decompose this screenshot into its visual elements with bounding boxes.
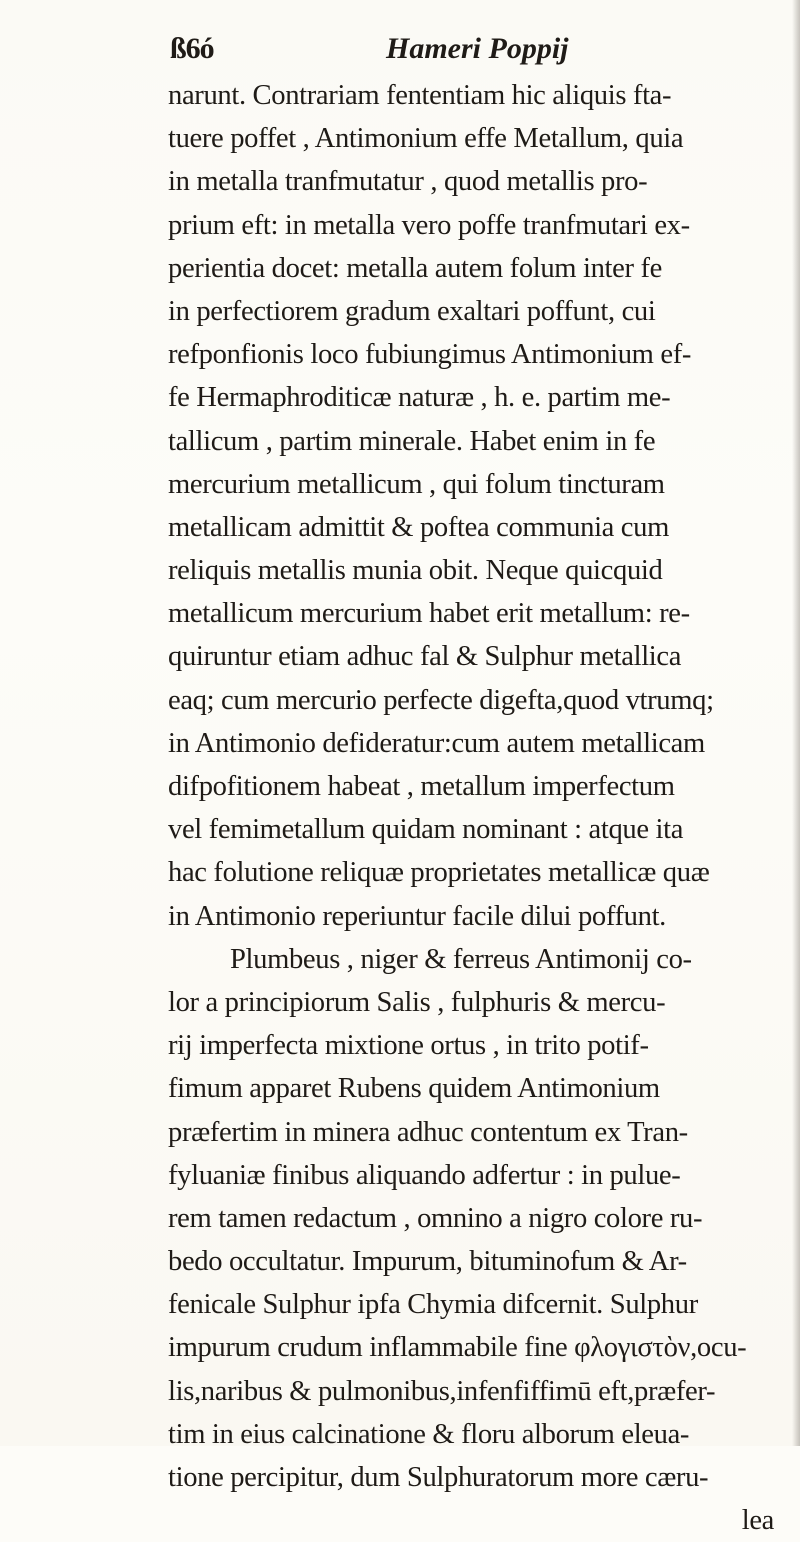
text-line: rem tamen redactum , omnino a nigro colore ru- bbox=[168, 1202, 703, 1234]
text-line: in Antimonio reperiuntur facile dilui poffunt. bbox=[168, 900, 666, 932]
text-line: fe Hermaphroditicæ naturæ , h. e. partim me- bbox=[168, 382, 671, 414]
running-title: Hameri Poppij bbox=[386, 32, 569, 65]
paragraph-start-line: Plumbeus , niger & ferreus Antimonij co- bbox=[230, 943, 692, 975]
text-line: tim in eius calcinatione & floru alborum eleua- bbox=[168, 1418, 690, 1450]
text-line: bedo occultatur. Impurum, bituminofum & Ar- bbox=[168, 1246, 687, 1278]
page-edge-shadow bbox=[792, 0, 800, 1446]
text-line: quiruntur etiam adhuc fal & Sulphur metallica bbox=[168, 641, 682, 673]
text-line: vel femimetallum quidam nominant : atque ita bbox=[168, 814, 684, 846]
text-line: in metalla tranfmutatur , quod metallis pro- bbox=[168, 166, 648, 198]
text-line: mercurium metallicum , qui folum tincturam bbox=[168, 468, 665, 500]
text-line: eaq; cum mercurio perfecte digefta,quod vtrumq; bbox=[168, 684, 714, 716]
text-line: impurum crudum inflammabile fine φλογιστὸν,ocu- bbox=[168, 1332, 747, 1364]
page-header bbox=[170, 28, 750, 78]
text-line: difpofitionem habeat , metallum imperfectum bbox=[168, 771, 675, 802]
text-line: fimum apparet Rubens quidem Antimonium bbox=[168, 1073, 660, 1105]
text-line: præfertim in minera adhuc contentum ex Tran- bbox=[168, 1116, 688, 1148]
text-line: narunt. Contrariam fententiam hic aliquis fta- bbox=[168, 80, 672, 111]
text-line: tuere poffet , Antimonium effe Metallum, quia bbox=[168, 123, 684, 155]
text-line: refponfionis loco fubiungimus Antimonium ef- bbox=[168, 339, 692, 371]
text-line: metallicum mercurium habet erit metallum: re- bbox=[168, 598, 690, 630]
text-line: tallicum , partim minerale. Habet enim in fe bbox=[168, 425, 656, 457]
text-line: reliquis metallis munia obit. Neque quicquid bbox=[168, 555, 663, 587]
page-number: ß6ó bbox=[170, 32, 214, 65]
text-line: rij imperfecta mixtione ortus , in trito potif- bbox=[168, 1030, 649, 1062]
catchword: lea bbox=[741, 1505, 774, 1537]
text-line: lis,naribus & pulmonibus,infenfiffimū eft,præfer- bbox=[168, 1375, 716, 1407]
text-line: perientia docet: metalla autem folum inter fe bbox=[168, 252, 662, 284]
body-text bbox=[168, 74, 780, 1542]
text-line: lor a principiorum Salis , fulphuris & mercu- bbox=[168, 986, 666, 1018]
text-line: prium eft: in metalla vero poffe tranfmutari ex- bbox=[168, 209, 690, 241]
text-line: hac folutione reliquæ proprietates metallicæ quæ bbox=[168, 857, 710, 889]
text-line: tione percipitur, dum Sulphuratorum more cæru- bbox=[168, 1462, 709, 1493]
text-line: in Antimonio defideratur:cum autem metallicam bbox=[168, 727, 705, 759]
text-line: fenicale Sulphur ipfa Chymia difcernit. Sulphur bbox=[168, 1289, 698, 1321]
text-line: metallicam admittit & poftea communia cum bbox=[168, 511, 669, 543]
text-line: fyluaniæ finibus aliquando adfertur : in pulue- bbox=[168, 1159, 681, 1191]
text-line: in perfectiorem gradum exaltari poffunt, cui bbox=[168, 295, 656, 327]
